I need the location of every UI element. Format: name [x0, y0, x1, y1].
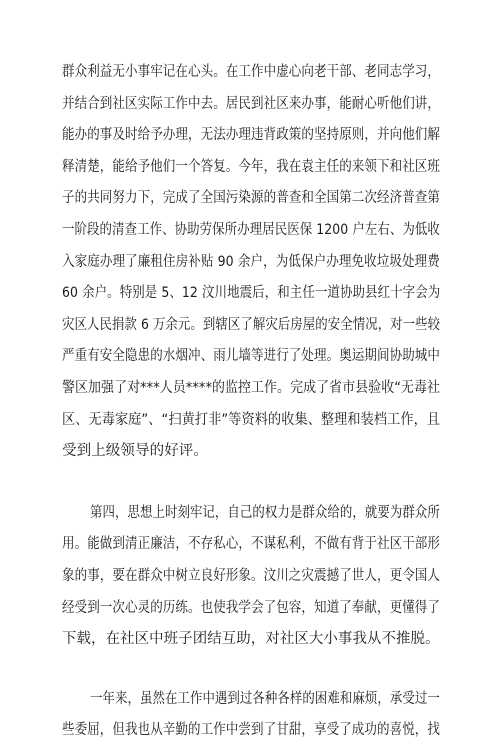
- text-line: 入家庭办理了廉租住房补贴 90 余户，为低保户办理免收垃圾处理费: [62, 253, 440, 270]
- text-line: 区、无毒家庭”、“扫黄打非”等资料的收集、整理和装档工作，且: [62, 411, 441, 428]
- text-line: 一阶段的清查工作、协助劳保所办理居民医保 1200 户左右、为低收: [62, 222, 440, 238]
- text-line: 些委屈，但我也从辛勤的工作中尝到了甘甜，享受了成功的喜悦，找: [62, 722, 440, 739]
- text-line: 群众利益无小事牢记在心头。在工作中虚心向老干部、老同志学习，: [62, 64, 440, 80]
- text-line: 释清楚，能给予他们一个答复。今年，我在袁主任的来领下和社区班: [62, 158, 440, 175]
- text-line: 第四，思想上时刻牢记，自己的权力是群众给的，就要为群众所: [90, 504, 440, 521]
- text-line: 灾区人民捐款 6 万余元。到辖区了解灾后房屋的安全情况，对一些较: [62, 316, 441, 333]
- text-line: 子的共同努力下，完成了全国污染源的普查和全国第二次经济普查第: [62, 190, 440, 207]
- text-line: 下载，在社区中班子团结互助，对社区大小事我从不推脱。: [62, 631, 440, 648]
- text-line: 警区加强了对***人员****的监控工作。完成了省市县验收“无毒社: [62, 380, 441, 396]
- text-line: 受到上级领导的好评。: [62, 443, 208, 460]
- text-line: 象的事，要在群众中树立良好形象。汶川之灾震撼了世人，更令国人: [62, 568, 440, 584]
- text-line: 60 余户。特别是 5、12 汶川地震后，和主任一道协助县红十字会为: [62, 285, 441, 302]
- text-line: 并结合到社区实际工作中去。居民到社区来办事，能耐心听他们讲，: [62, 95, 440, 112]
- text-line: 严重有安全隐患的水烟冲、雨儿墙等进行了处理。奥运期间协助城中: [62, 348, 440, 365]
- text-line: 一年来，虽然在工作中遇到过各种各样的困难和麻烦，承受过一: [90, 690, 440, 707]
- text-line: 能办的事及时给予办理，无法办理违背政策的坚持原则，并向他们解: [62, 127, 440, 144]
- text-line: 用。能做到清正廉洁，不存私心，不谋私利，不做有背于社区干部形: [62, 536, 440, 553]
- text-line: 经受到一次心灵的历练。也使我学会了包容，知道了奉献，更懂得了: [62, 599, 440, 616]
